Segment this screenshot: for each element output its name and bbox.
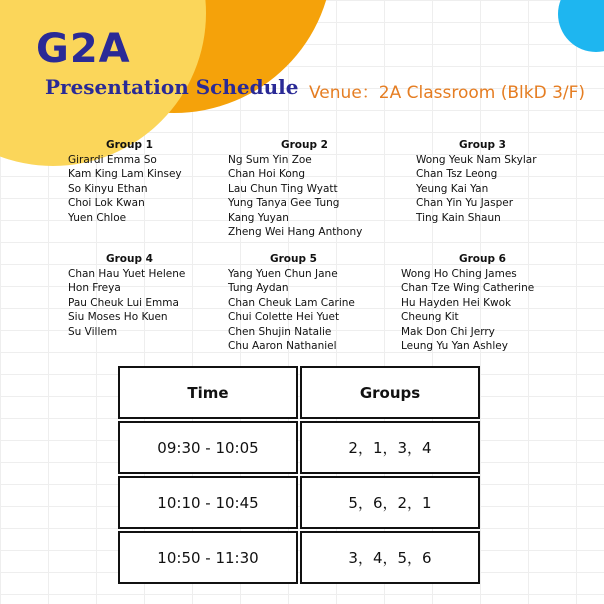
group-member: Kang Yuyan	[228, 211, 289, 224]
group-title: Group 5	[270, 253, 317, 265]
schedule-time-cell: 09:30 - 10:05	[118, 421, 298, 474]
group-title: Group 2	[281, 139, 328, 151]
group-member: Chan Hoi Kong	[228, 168, 306, 180]
page-title: G2A	[36, 26, 131, 72]
group-member: Yuen Chloe	[68, 211, 127, 224]
group-member: Hu Hayden Hei Kwok	[401, 296, 512, 309]
group-member: Wong Ho Ching James	[401, 267, 517, 280]
schedule-header-groups: Groups	[300, 366, 480, 419]
decorative-blue-circle	[558, 0, 604, 52]
group-title: Group 3	[459, 139, 506, 151]
group-member: Tung Aydan	[228, 282, 289, 294]
group-member: Chan Yin Yu Jasper	[416, 197, 514, 209]
group-title: Group 6	[459, 253, 506, 265]
group-2-list	[228, 138, 362, 240]
group-member: Su Villem	[68, 325, 118, 338]
group-member: Wong Yeuk Nam Skylar	[416, 153, 537, 166]
group-member: Kam King Lam Kinsey	[68, 168, 182, 180]
group-member: Cheung Kit	[401, 311, 459, 323]
group-member: Yeung Kai Yan	[416, 182, 489, 195]
schedule-groups-cell: 5，6，2，1	[300, 476, 480, 529]
group-member: Hon Freya	[68, 282, 121, 294]
schedule-header-time: Time	[118, 366, 298, 419]
group-member: Chan Tze Wing Catherine	[401, 282, 535, 294]
group-member: Pau Cheuk Lui Emma	[68, 296, 179, 309]
group-member: Chan Cheuk Lam Carine	[228, 296, 355, 309]
group-member: Mak Don Chi Jerry	[401, 325, 495, 338]
group-member: Ting Kain Shaun	[416, 211, 501, 224]
group-member: Leung Yu Yan Ashley	[401, 340, 508, 352]
group-member: Siu Moses Ho Kuen	[68, 311, 168, 323]
group-6-list	[401, 252, 534, 354]
group-member: Zheng Wei Hang Anthony	[228, 226, 363, 238]
group-4-list	[68, 252, 185, 339]
group-member: Lau Chun Ting Wyatt	[228, 182, 338, 195]
schedule-groups-cell: 3，4，5，6	[300, 531, 480, 584]
group-member: Chan Tsz Leong	[416, 168, 498, 180]
group-member: So Kinyu Ethan	[68, 182, 148, 195]
group-member: Chu Aaron Nathaniel	[228, 340, 337, 352]
group-member: Yung Tanya Gee Tung	[228, 197, 340, 209]
group-5-list	[228, 252, 355, 354]
group-member: Girardi Emma So	[68, 153, 157, 166]
group-member: Chen Shujin Natalie	[228, 325, 332, 338]
group-member: Ng Sum Yin Zoe	[228, 153, 312, 166]
schedule-time-cell: 10:10 - 10:45	[118, 476, 298, 529]
group-title: Group 1	[106, 139, 153, 151]
schedule-time-cell: 10:50 - 11:30	[118, 531, 298, 584]
group-member: Chui Colette Hei Yuet	[228, 311, 340, 323]
group-member: Yang Yuen Chun Jane	[228, 267, 338, 280]
group-member: Chan Hau Yuet Helene	[68, 267, 186, 280]
group-member: Choi Lok Kwan	[68, 197, 145, 209]
group-3-list	[416, 138, 537, 225]
group-1-list	[68, 138, 182, 225]
schedule-groups-cell: 2，1，3，4	[300, 421, 480, 474]
page-subtitle: Presentation Schedule	[45, 75, 299, 99]
group-title: Group 4	[106, 253, 153, 265]
venue-label: Venue：2A Classroom (BlkD 3/F)	[309, 83, 586, 103]
